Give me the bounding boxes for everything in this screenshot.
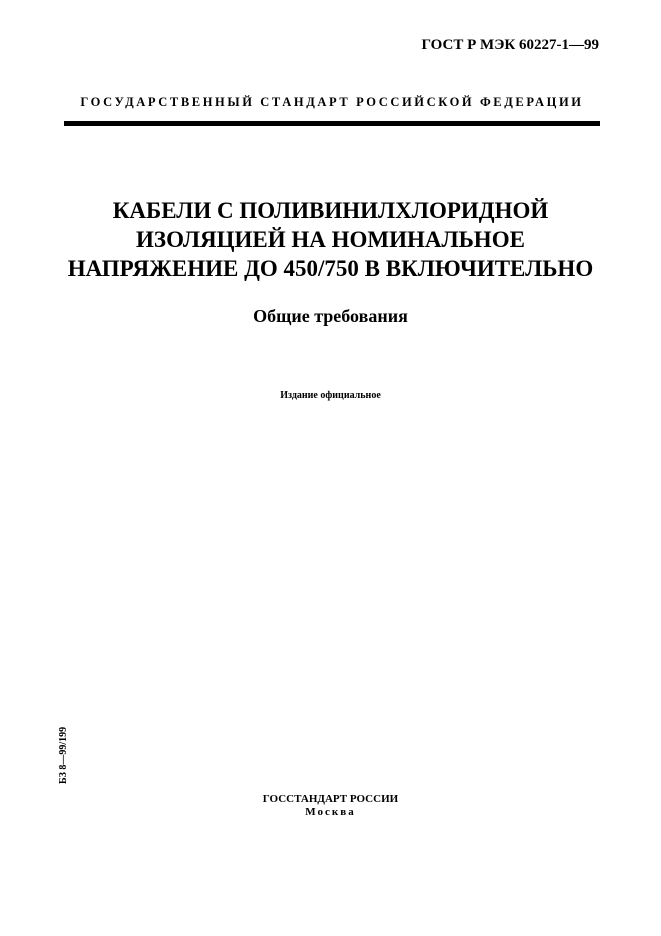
heading-rule <box>64 121 600 126</box>
title-line-1: КАБЕЛИ С ПОЛИВИНИЛХЛОРИДНОЙ <box>112 198 549 223</box>
publisher-name: ГОССТАНДАРТ РОССИИ <box>262 793 399 805</box>
state-standard-heading: ГОСУДАРСТВЕННЫЙ СТАНДАРТ РОССИЙСКОЙ ФЕДЕРАЦИИ <box>80 95 584 109</box>
document-title <box>30 196 631 283</box>
document-subtitle: Общие требования <box>253 306 408 326</box>
side-catalog-code: БЗ 8—99/199 <box>58 726 69 784</box>
title-line-3: НАПРЯЖЕНИЕ ДО 450/750 В ВКЛЮЧИТЕЛЬНО <box>67 256 594 281</box>
document-code: ГОСТ Р МЭК 60227-1—99 <box>421 37 599 53</box>
publisher-city: Москва <box>305 806 356 818</box>
edition-label: Издание официальное <box>280 390 381 401</box>
title-line-2: ИЗОЛЯЦИЕЙ НА НОМИНАЛЬНОЕ <box>136 227 525 252</box>
